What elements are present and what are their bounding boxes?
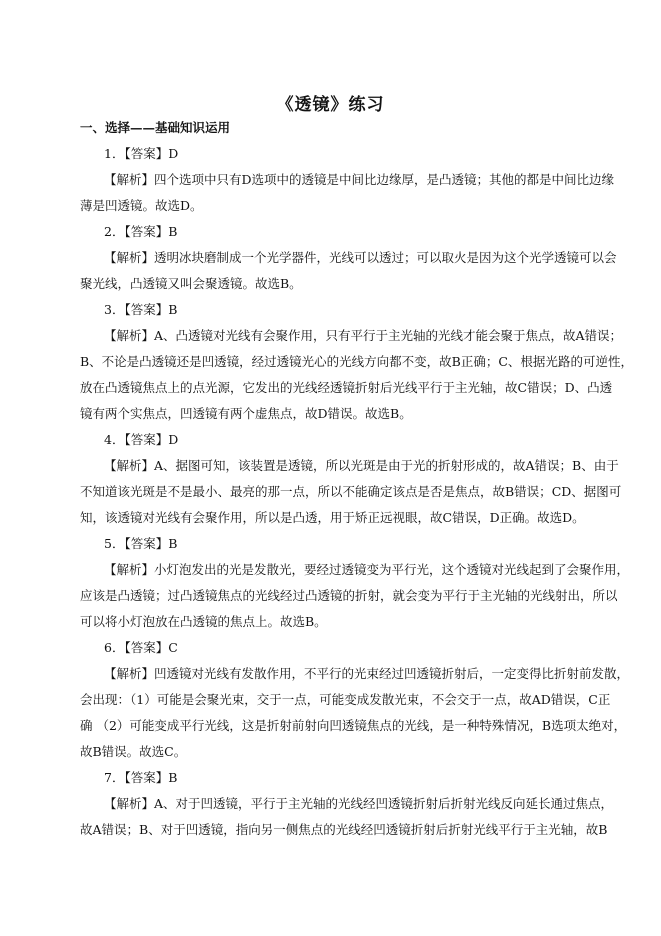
analysis-line: 放在凸透镜焦点上的点光源，它发出的光线经透镜折射后光线平行于主光轴，故C错误；D、凸透	[80, 380, 613, 395]
answer-line: 3．【答案】B	[104, 302, 178, 317]
analysis-line: 【解析】小灯泡发出的光是发散光，要经过透镜变为平行光，这个透镜对光线起到了会聚作用，	[104, 562, 630, 577]
analysis-line: 聚光线，凸透镜又叫会聚透镜。故选B。	[80, 276, 302, 291]
analysis-line: 不知道该光斑是不是最小、最亮的那一点，所以不能确定该点是否是焦点，故B错误；CD、据图可	[80, 484, 622, 499]
analysis-line: 故A错误；B、对于凹透镜，指向另一侧焦点的光线经凹透镜折射后折射光线平行于主光轴，故B	[80, 822, 608, 837]
answer-line: 7．【答案】B	[104, 770, 178, 785]
analysis-line: 【解析】A、对于凹透镜，平行于主光轴的光线经凹透镜折射后折射光线反向延长通过焦点，	[104, 796, 614, 811]
answer-line: 1．【答案】D	[104, 146, 179, 161]
analysis-line: 薄是凹透镜。故选D。	[80, 198, 203, 213]
analysis-line: 知，该透镜对光线有会聚作用，所以是凸透，用于矫正远视眼，故C错误，D正确。故选D。	[80, 510, 585, 525]
analysis-line: 可以将小灯泡放在凸透镜的焦点上。故选B。	[80, 614, 327, 629]
analysis-line: 镜有两个实焦点，凹透镜有两个虚焦点，故D错误。故选B。	[80, 406, 412, 421]
answer-line: 4．【答案】D	[104, 432, 179, 447]
analysis-line: 应该是凸透镜；过凸透镜焦点的光线经过凸透镜的折射，就会变为平行于主光轴的光线射出，所以	[80, 588, 618, 603]
answer-line: 2．【答案】B	[104, 224, 178, 239]
analysis-line: 故B错误。故选C。	[80, 744, 187, 759]
analysis-line: B、不论是凸透镜还是凹透镜，经过透镜光心的光线方向都不变，故B正确；C、根据光路的可逆性，	[80, 354, 633, 369]
answer-line: 5．【答案】B	[104, 536, 178, 551]
analysis-line: 【解析】A、凸透镜对光线有会聚作用，只有平行于主光轴的光线才能会聚于焦点，故A错误；	[104, 328, 623, 343]
analysis-line: 【解析】四个选项中只有D选项中的透镜是中间比边缘厚，是凸透镜；其他的都是中间比边缘	[104, 172, 615, 187]
analysis-line: 会出现：（1）可能是会聚光束，交于一点，可能变成发散光束，不会交于一点，故AD错误，C正	[80, 692, 611, 707]
analysis-line: 【解析】A、据图可知，该装置是透镜，所以光斑是由于光的折射形成的，故A错误；B、由于	[104, 458, 619, 473]
answer-line: 6．【答案】C	[104, 640, 178, 655]
analysis-line: 【解析】凹透镜对光线有发散作用，不平行的光束经过凹透镜折射后，一定变得比折射前发散，	[104, 666, 630, 681]
section-heading: 一、选择——基础知识运用	[80, 120, 231, 135]
analysis-line: 确 （2）可能变成平行光线，这是折射前射向凹透镜焦点的光线，是一种特殊情况，B选项太绝对，	[80, 718, 627, 733]
page-title: 《透镜》练习	[276, 95, 385, 115]
analysis-line: 【解析】透明冰块磨制成一个光学器件，光线可以透过；可以取火是因为这个光学透镜可以会	[104, 250, 617, 265]
